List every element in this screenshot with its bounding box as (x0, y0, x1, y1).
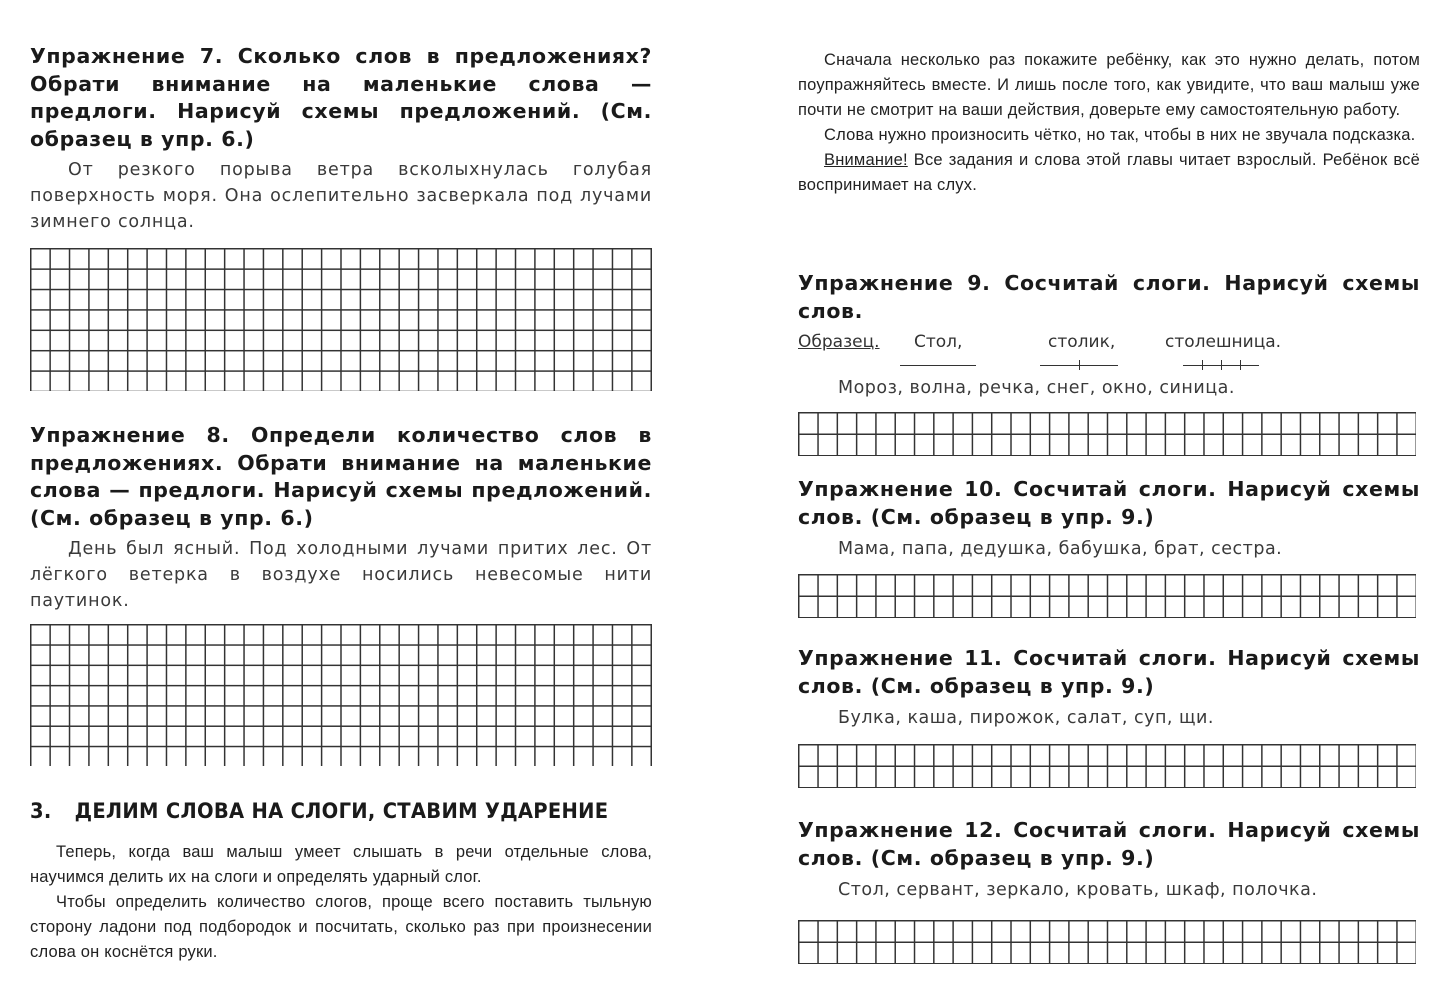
exercise-9-title: Упражнение 9. Сосчитай слоги. Нарисуй схемы слов. (798, 271, 1420, 323)
exercise-8-text: День был ясный. Под холодными лучами притих лес. От лёгкого ветерка в воздухе носились невесомые нити паутинок. (30, 539, 652, 611)
exercise-8-answer-grid[interactable] (30, 624, 652, 766)
warning-label: Внимание! (824, 151, 908, 169)
sample-label: Образец. (798, 332, 880, 352)
exercise-8-title: Упражнение 8. Определи количество слов в предложениях. Обрати внимание на маленькие слова — предлоги. Нарисуй схемы предложений. (См. образец в упр. 6.) (30, 423, 652, 530)
exercise-8-text-block (30, 536, 652, 614)
exercise-9-words-block (798, 375, 1420, 401)
right-notes (798, 48, 1420, 198)
exercise-11-title: Упражнение 11. Сосчитай слоги. Нарисуй схемы слов. (См. образец в упр. 9.) (798, 646, 1420, 698)
syllable-divider-tick (1240, 360, 1241, 370)
exercise-7-text-block (30, 157, 652, 235)
exercise-11-words-block (798, 705, 1420, 731)
sample-word: столешница. (1165, 332, 1282, 352)
exercise-9 (798, 270, 1420, 325)
right-page (798, 0, 1420, 993)
note-paragraph: Теперь, когда ваш малыш умеет слышать в речи отдельные слова, научимся делить их на слоги и определять ударный слог. (30, 843, 652, 886)
section-number: 3. (30, 799, 52, 823)
exercise-7-title: Упражнение 7. Сколько слов в предложениях? Обрати внимание на маленькие слова — предлоги. Нарисуй схемы предложений. (См. образец в упр. 6.) (30, 44, 652, 151)
exercise-12 (798, 817, 1420, 872)
sample-word: столик, (1048, 332, 1116, 352)
left-page (30, 0, 652, 993)
exercise-12-answer-grid[interactable] (798, 920, 1416, 964)
syllable-divider-tick (1202, 360, 1203, 370)
exercise-9-words: Мороз, волна, речка, снег, окно, синица. (838, 378, 1235, 398)
exercise-10-words-block (798, 536, 1420, 562)
warning-text: Все задания и слова этой главы читает взрослый. Ребёнок всё воспринимает на слух. (798, 151, 1420, 194)
exercise-10-title: Упражнение 10. Сосчитай слоги. Нарисуй схемы слов. (См. образец в упр. 9.) (798, 477, 1420, 529)
section-heading (30, 799, 652, 823)
exercise-7-text: От резкого порыва ветра всколыхнулась голубая поверхность моря. Она ослепительно засверкала под лучами зимнего солнца. (30, 160, 652, 232)
exercise-7-answer-grid[interactable] (30, 248, 652, 391)
exercise-12-title: Упражнение 12. Сосчитай слоги. Нарисуй схемы слов. (См. образец в упр. 9.) (798, 818, 1420, 870)
exercise-11 (798, 645, 1420, 700)
syllable-divider-tick (1221, 360, 1222, 370)
exercise-11-words: Булка, каша, пирожок, салат, суп, щи. (838, 708, 1214, 728)
exercise-11-answer-grid[interactable] (798, 744, 1416, 788)
exercise-9-answer-grid[interactable] (798, 412, 1416, 456)
sample-word: Стол, (914, 332, 963, 352)
note-paragraph: Сначала несколько раз покажите ребёнку, как это нужно делать, потом поупражняйтесь вместе. И лишь после того, как увидите, что ваш малыш уже почти не смотрит на ваши действия, доверьте ему самостоятельную работу. (798, 51, 1420, 119)
syllable-scheme-1 (900, 365, 976, 366)
exercise-7 (30, 43, 652, 153)
exercise-10 (798, 476, 1420, 531)
exercise-10-words: Мама, папа, дедушка, бабушка, брат, сестра. (838, 539, 1283, 559)
syllable-divider-tick (1079, 360, 1080, 370)
left-notes (30, 840, 652, 965)
note-paragraph: Чтобы определить количество слогов, проще всего поставить тыльную сторону ладони под подбородок и посчитать, сколько раз при произнесении слова он коснётся руки. (30, 893, 652, 961)
exercise-10-answer-grid[interactable] (798, 574, 1416, 618)
exercise-12-words: Стол, сервант, зеркало, кровать, шкаф, полочка. (838, 880, 1318, 900)
warning-paragraph (798, 148, 1420, 198)
exercise-12-words-block (798, 877, 1420, 903)
exercise-9-sample (798, 332, 1420, 372)
exercise-8 (30, 422, 652, 532)
section-title: ДЕЛИМ СЛОВА НА СЛОГИ, СТАВИМ УДАРЕНИЕ (74, 799, 609, 823)
note-paragraph: Слова нужно произносить чётко, но так, чтобы в них не звучала подсказка. (824, 126, 1416, 144)
